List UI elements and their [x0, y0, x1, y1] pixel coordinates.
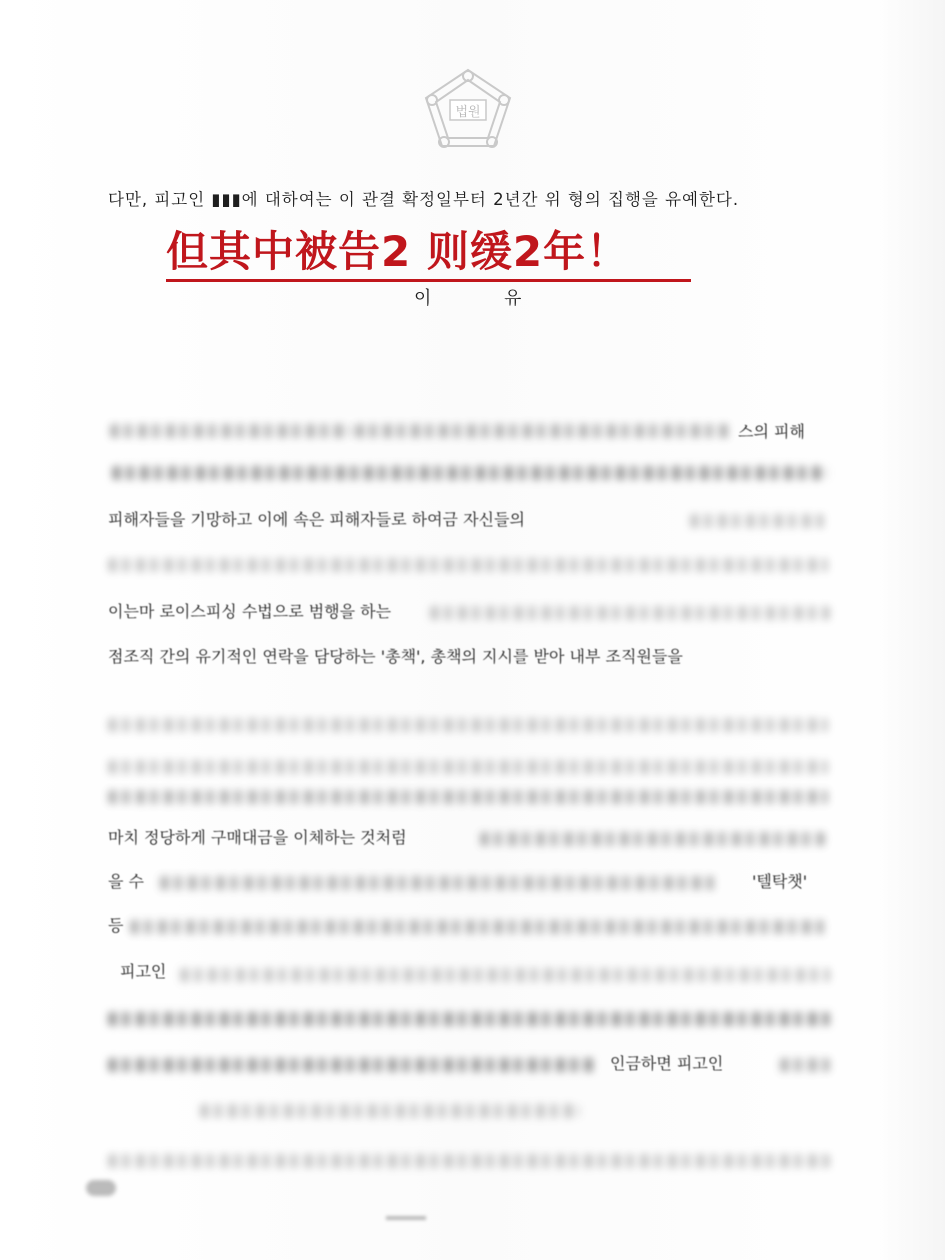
- redacted-line: [108, 1058, 598, 1072]
- redacted-line: [112, 466, 827, 480]
- redacted-line: [108, 718, 828, 732]
- redacted-line: [108, 760, 828, 774]
- text-fragment: 피고인: [120, 962, 167, 981]
- page-footer-mark: [386, 1216, 426, 1220]
- text-fragment: 을 수: [108, 872, 144, 891]
- redacted-line: [110, 424, 350, 438]
- redacted-line: [108, 1154, 830, 1168]
- redacted-line: [200, 1104, 580, 1118]
- redacted-line: [480, 832, 825, 846]
- text-fragment: 점조직 간의 유기적인 연락을 담당하는 '총책', 총책의 지시를 받아 내부 조직원들을: [108, 647, 683, 666]
- scan-smudge: [86, 1180, 116, 1196]
- redacted-line: [108, 790, 828, 804]
- text-fragment: 마치 정당하게 구매대금을 이체하는 것처럼: [108, 828, 407, 847]
- overlay-caption: 但其中被告2 则缓2年！: [166, 227, 630, 276]
- court-seal-icon: [420, 66, 516, 152]
- redacted-line: [690, 514, 825, 528]
- redacted-line: [780, 1058, 830, 1072]
- text-fragment: 피해자들을 기망하고 이에 속은 피해자들로 하여금 자신들의: [108, 510, 525, 529]
- redacted-line: [108, 558, 828, 572]
- seal-text: 법원: [455, 105, 481, 120]
- text-fragment: 이는마 로이스피싱 수법으로 범행을 하는: [108, 602, 392, 621]
- redacted-line: [130, 920, 830, 934]
- section-heading-left: 이: [414, 288, 432, 309]
- text-fragment: 등: [108, 916, 124, 935]
- text-fragment: 인금하면 피고인: [610, 1054, 724, 1073]
- redacted-line: [430, 606, 830, 620]
- redacted-line: [160, 876, 720, 890]
- scan-edge: [875, 0, 945, 1260]
- redacted-line: [180, 968, 830, 982]
- text-fragment: '텔탁챗': [752, 872, 808, 891]
- redacted-line: [108, 1012, 830, 1026]
- redacted-line: [355, 424, 730, 438]
- judgment-sentence: 다만, 피고인 ▮▮▮에 대하여는 이 관결 확정일부터 2년간 위 형의 집행을 유예한다.: [108, 190, 740, 209]
- section-heading-right: 유: [504, 288, 522, 309]
- text-fragment: 스의 피해: [738, 422, 805, 441]
- overlay-underline: [166, 279, 691, 282]
